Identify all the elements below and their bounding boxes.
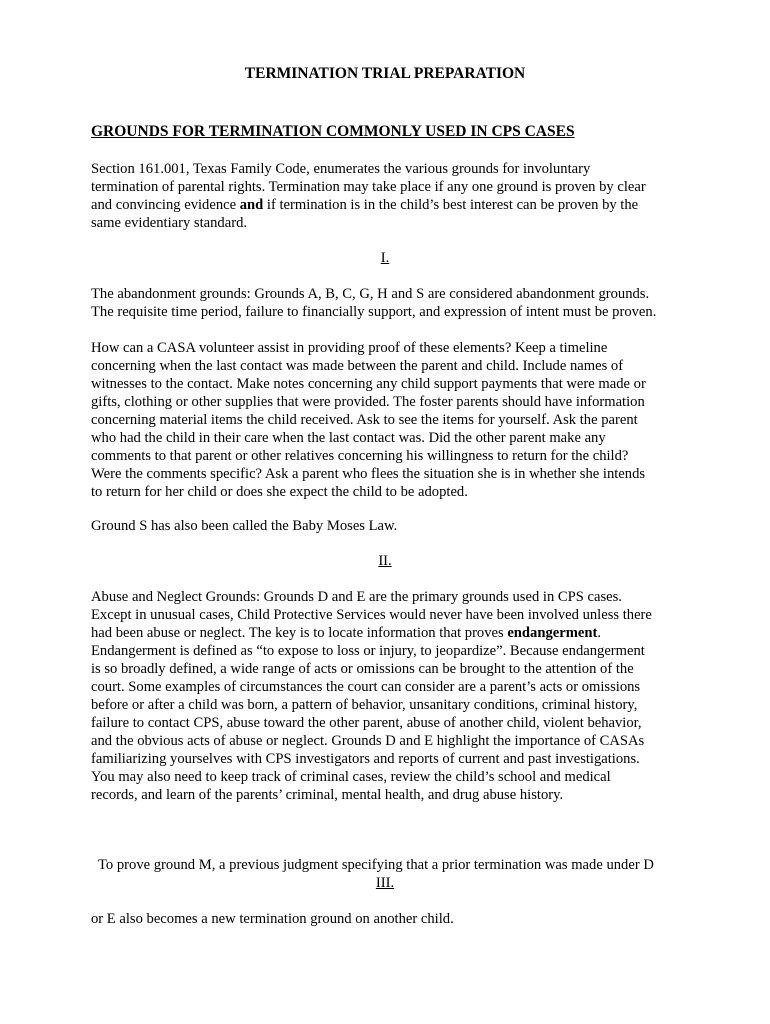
paragraph-line: The abandonment grounds: Grounds A, B, C, G, H and S are considered abandonment grounds. <box>91 286 650 302</box>
paragraph-line: before or after a child was born, a pattern of behavior, unsanitary conditions, criminal history, <box>91 697 638 713</box>
paragraph-line: Were the comments specific? Ask a parent who flees the situation she is in whether she intends <box>91 466 646 482</box>
paragraph-line: failure to contact CPS, abuse toward the other parent, abuse of another child, violent behavior, <box>91 715 642 731</box>
paragraph-line: records, and learn of the parents’ criminal, mental health, and drug abuse history. <box>91 787 564 803</box>
paragraph-line: Ground S has also been called the Baby Moses Law. <box>91 518 398 534</box>
paragraph-line: To prove ground M, a previous judgment specifying that a prior termination was made under D <box>91 857 654 873</box>
section1-paragraph-1 <box>91 285 691 321</box>
paragraph-line: and the obvious acts of abuse or neglect. Grounds D and E highlight the importance of CASAs <box>91 733 645 749</box>
bold-and: and <box>239 197 264 213</box>
intro-paragraph <box>91 160 691 232</box>
paragraph-line: or E also becomes a new termination ground on another child. <box>91 911 454 927</box>
paragraph-line: is so broadly defined, a wide range of acts or omissions can be brought to the attention of the <box>91 661 634 677</box>
bold-endangerment: endangerment <box>507 625 598 641</box>
paragraph-line: How can a CASA volunteer assist in providing proof of these elements? Keep a timeline <box>91 340 608 356</box>
paragraph-line: court. Some examples of circumstances the court can consider are a parent’s acts or omissions <box>91 679 641 695</box>
section1-paragraph-2 <box>91 339 691 501</box>
paragraph-line: Abuse and Neglect Grounds: Grounds D and E are the primary grounds used in CPS cases. <box>91 589 622 605</box>
intro-line: and convincing evidence and if termination is in the child’s best interest can be proven by the <box>91 197 639 213</box>
intro-line: termination of parental rights. Termination may take place if any one ground is proven by clear <box>91 179 646 195</box>
section2-paragraph-2 <box>91 820 691 964</box>
section-numeral-2: II. <box>378 553 392 569</box>
paragraph-line: Except in unusual cases, Child Protective Services would never have been involved unless there <box>91 607 652 623</box>
paragraph-line: Endangerment is defined as “to expose to loss or injury, to jeopardize”. Because endangerment <box>91 643 645 659</box>
intro-line: Section 161.001, Texas Family Code, enumerates the various grounds for involuntary <box>91 161 591 177</box>
intro-line: same evidentiary standard. <box>91 215 248 231</box>
paragraph-line: to return for her child or does she expect the child to be adopted. <box>91 484 468 500</box>
section-numeral-1: I. <box>380 250 390 266</box>
section-numeral-3: III. <box>375 875 395 891</box>
paragraph-line: The requisite time period, failure to financially support, and expression of intent must be proven. <box>91 304 657 320</box>
paragraph-line: who had the child in their care when the last contact was. Did the other parent make any <box>91 430 606 446</box>
paragraph-line: gifts, clothing or other supplies that were provided. The foster parents should have information <box>91 394 645 410</box>
paragraph-line: concerning material items the child received. Ask to see the items for yourself. Ask the parent <box>91 412 638 428</box>
document-title: TERMINATION TRIAL PREPARATION <box>244 65 526 82</box>
section-heading: GROUNDS FOR TERMINATION COMMONLY USED IN CPS CASES <box>91 123 575 140</box>
paragraph-line: comments to that parent or other relatives concerning his willingness to return for the child? <box>91 448 629 464</box>
paragraph-line: You may also need to keep track of criminal cases, review the child’s school and medical <box>91 769 611 785</box>
section2-paragraph-1 <box>91 588 691 804</box>
paragraph-line: familiarizing yourselves with CPS investigators and reports of current and past investigations. <box>91 751 640 767</box>
paragraph-line: had been abuse or neglect. The key is to locate information that proves endangerment. <box>91 625 601 641</box>
section1-paragraph-3 <box>91 517 691 535</box>
paragraph-line: concerning when the last contact was made between the parent and child. Include names of <box>91 358 624 374</box>
paragraph-line: witnesses to the contact. Make notes concerning any child support payments that were made or <box>91 376 646 392</box>
